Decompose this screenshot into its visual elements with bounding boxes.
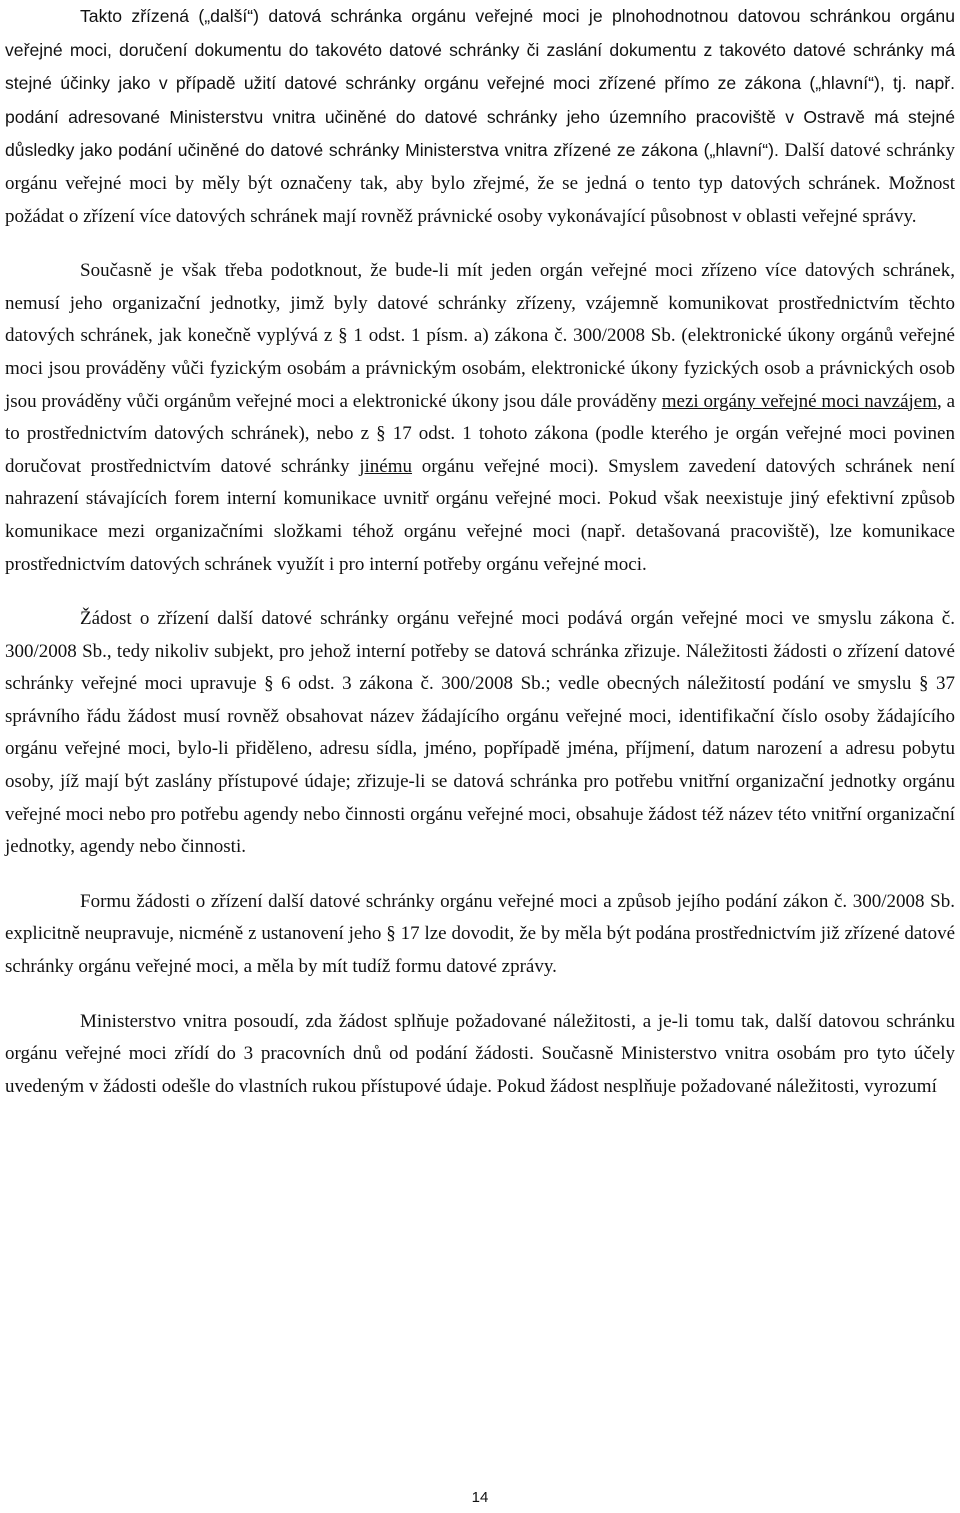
paragraph-2-part-b: , a to prostřednictvím datových schránek), nebo z § 17 odst. 1 tohoto zákona (podle kterého je orgán veřejné moci povinen doručovat prostřednictvím datové schránky bbox=[5, 390, 956, 477]
paragraph-2-part-a: Současně je však třeba podotknout, že bude-li mít jeden orgán veřejné moci zřízeno více datových schránek, nemusí jeho organizační jednotky, jimž byly datové schránky zřízeny, vzájemně komunikovat prostřednictvím těchto datových schránek, jak konečně vyplývá z § 1 odst. 1 písm. a) zákona č. 300/2008 Sb. (elektronické úkony orgánů veřejné moci jsou prováděny vůči fyzickým osobám a právnickým osobám, elektronické úkony fyzických osob a právnických osob jsou prováděny vůči orgánům veřejné moci a elektronické úkony jsou dále prováděny bbox=[5, 260, 955, 412]
paragraph-4: Formu žádosti o zřízení další datové schránky orgánu veřejné moci a způsob jejího podání zákon č. 300/2008 Sb. explicitně neupravuje, nicméně z ustanovení jeho § 17 lze dovodit, že by měla být podána prostřednictvím již zřízené datové schránky orgánu veřejné moci, a měla by mít tudíž formu datové zprávy. bbox=[5, 890, 955, 978]
paragraph-1 bbox=[5, 0, 955, 233]
paragraph-2-underline-2: jinému bbox=[359, 455, 413, 477]
page-number: 14 bbox=[471, 1489, 489, 1506]
paragraph-3: Žádost o zřízení další datové schránky orgánu veřejné moci podává orgán veřejné moci ve smyslu zákona č. 300/2008 Sb., tedy nikoliv subjekt, pro jehož interní potřeby se datová schránka zřizuje. Náležitosti žádosti o zřízení datové schránky veřejné moci upravuje § 6 odst. 3 zákona č. 300/2008 Sb.; vedle obecných náležitostí podání ve smyslu § 37 správního řádu žádost musí rovněž obsahovat název žádajícího orgánu veřejné moci, identifikační číslo osoby žádajícího orgánu veřejné moci, bylo-li přiděleno, adresu sídla, jméno, popřípadě jména, příjmení, datum narození a adresu pobytu osoby, jíž mají být zaslány přístupové údaje; zřizuje-li se datová schránka pro potřebu vnitřní organizační jednotky orgánu veřejné moci nebo pro potřebu agendy nebo činnosti orgánu veřejné moci, obsahuje žádost též název této vnitřní organizační jednotky, agendy nebo činnosti. bbox=[5, 608, 955, 858]
paragraph-2-underline-1: mezi orgány veřejné moci navzájem bbox=[661, 390, 938, 412]
paragraph-5: Ministerstvo vnitra posoudí, zda žádost splňuje požadované náležitosti, a je-li tomu tak, další datovou schránku orgánu veřejné moci zřídí do 3 pracovních dnů od podání žádosti. Současně Ministerstvo vnitra osobám pro tyto účely uvedeným v žádosti odešle do vlastních rukou přístupové údaje. Pokud žádost nesplňuje požadované náležitosti, vyrozumí bbox=[5, 1010, 955, 1097]
paragraph-2 bbox=[5, 255, 955, 581]
paragraph-1-part-a: Takto zřízená („další“) datová schránka orgánu veřejné moci je plnohodnotnou datovou schránkou orgánu veřejné moci, doručení dokumentu do takovéto datové schránky či zaslání dokumentu z takovéto datové schránky má stejné účinky jako v případě užití datové schránky orgánu veřejné moci zřízené přímo ze zákona („hlavní“), tj. např. podání adresované Ministerstvu vnitra učiněné do datové schránky jeho územního pracoviště v Ostravě má stejné důsledky jako podání učiněné do datové schránky Ministerstva vnitra zřízené ze zákona („hlavní“). bbox=[5, 6, 955, 161]
paragraph-2-part-c: orgánu veřejné moci). Smyslem zavedení datových schránek není nahrazení stávajících forem interní komunikace uvnitř orgánu veřejné moci. Pokud však neexistuje jiný efektivní způsob komunikace mezi organizačními složkami téhož orgánu veřejné moci (např. detašovaná pracoviště), lze komunikace prostřednictvím datových schránek využít i pro interní potřeby orgánu veřejné moci. bbox=[5, 455, 955, 575]
paragraph-1-part-b: Další datové schránky orgánu veřejné moci by měly být označeny tak, aby bylo zřejmé, že se jedná o tento typ datových schránek. Možnost požádat o zřízení více datových schránek mají rovněž právnické osoby vykonávající působnost v oblasti veřejné správy. bbox=[5, 140, 956, 227]
